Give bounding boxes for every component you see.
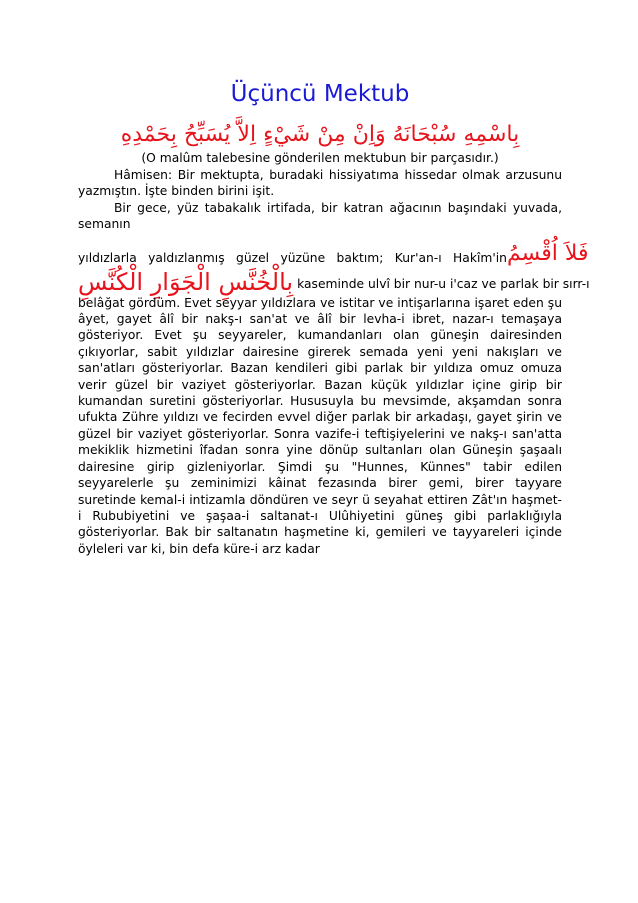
page-title: Üçüncü Mektub [230,81,410,107]
paragraph-1: Hâmisen: Bir mektupta, buradaki hissiyatıma hissedar olmak arzusunu yazmıştın. İşte binden birini işit. [78,168,562,199]
paragraph-2-line-3 [78,267,590,296]
arabic-quote-1: فَلاَ اُقْسِمُ [506,240,589,266]
arabic-quote-2: بِالْخُنَّسِ الْجَوَارِ الْكُنَّسِ [78,267,294,296]
paragraph-2-rest: belâğat gördüm. Evet seyyar yıldızlara ve istitar ve intişarlarına işaret eden şu âyet, gayet âlî bir nakş-ı san'at ve âlî bir levha-i ibret, nazar-ı temaşaya gösteriyor. Evet şu seyyareler, kumandanları olan güneşin dairesinden çıkıyorlar, sabit yıldızlar dairesine girerek semada yeni yeni nakışları ve san'atları gösteriyorlar. Bazan kendileri gibi parlak bir yıldıza omuz omuza verir güzel bir vaziyet gösteriyorlar. Bazan küçük yıldızlar içine girip bir kumandan suretini gösteriyorlar. Hususuyla bu mevsimde, akşamdan sonra ufukta Zühre yıldızı ve fecirden evvel diğer parlak bir arkadaşı, gayet şirin ve güzel bir vaziyet gösteriyorlar. Sonra vazife-i teftişiyelerini ve nakş-ı san'atta mekiklik hizmetini îfadan sonra yine dönüp sultanları olan Güneşin şaşaalı dairesine girip gizleniyorlar. Şimdi şu "Hunnes, Künnes" tabir edilen seyyarelerle şu zeminimizi kâinat fezasında birer gemi, birer tayyare suretinde kemal-i intizamla döndüren ve seyr ü seyahat ettiren Zât'ın haşmet-i Rububiyetini ve şaşaa-i saltanat-ı Ulûhiyetini güneş gibi parlaklığıyla gösteriyorlar. Bak bir saltanatın haşmetine ki, gemileri ve tayyareleri içinde öyleleri var ki, bin defa küre-i arz kadar [78,295,562,556]
document-page [78,80,590,557]
arabic-heading: بِاسْمِهِ سُبْحَانَهُ وَاِنْ مِنْ شَيْءٍ اِلاَّ يُسَبِّحُ بِحَمْدِهِ [120,122,520,147]
paragraph-2-line-2-text: yıldızlarla yaldızlanmış güzel yüzüne baktım; Kur'an-ı Hakîm'in [78,251,507,266]
paragraph-2-line-2 [78,240,589,267]
paragraph-2-line-3-text: kaseminde ulvî bir nur-u i'caz ve parlak bir sırr-ı [297,277,590,292]
document-subtitle: (O malûm talebesine gönderilen mektubun bir parçasıdır.) [141,151,499,165]
paragraph-2-line-1: Bir gece, yüz tabakalık irtifada, bir katran ağacının başındaki yuvada, semanın [78,200,562,232]
